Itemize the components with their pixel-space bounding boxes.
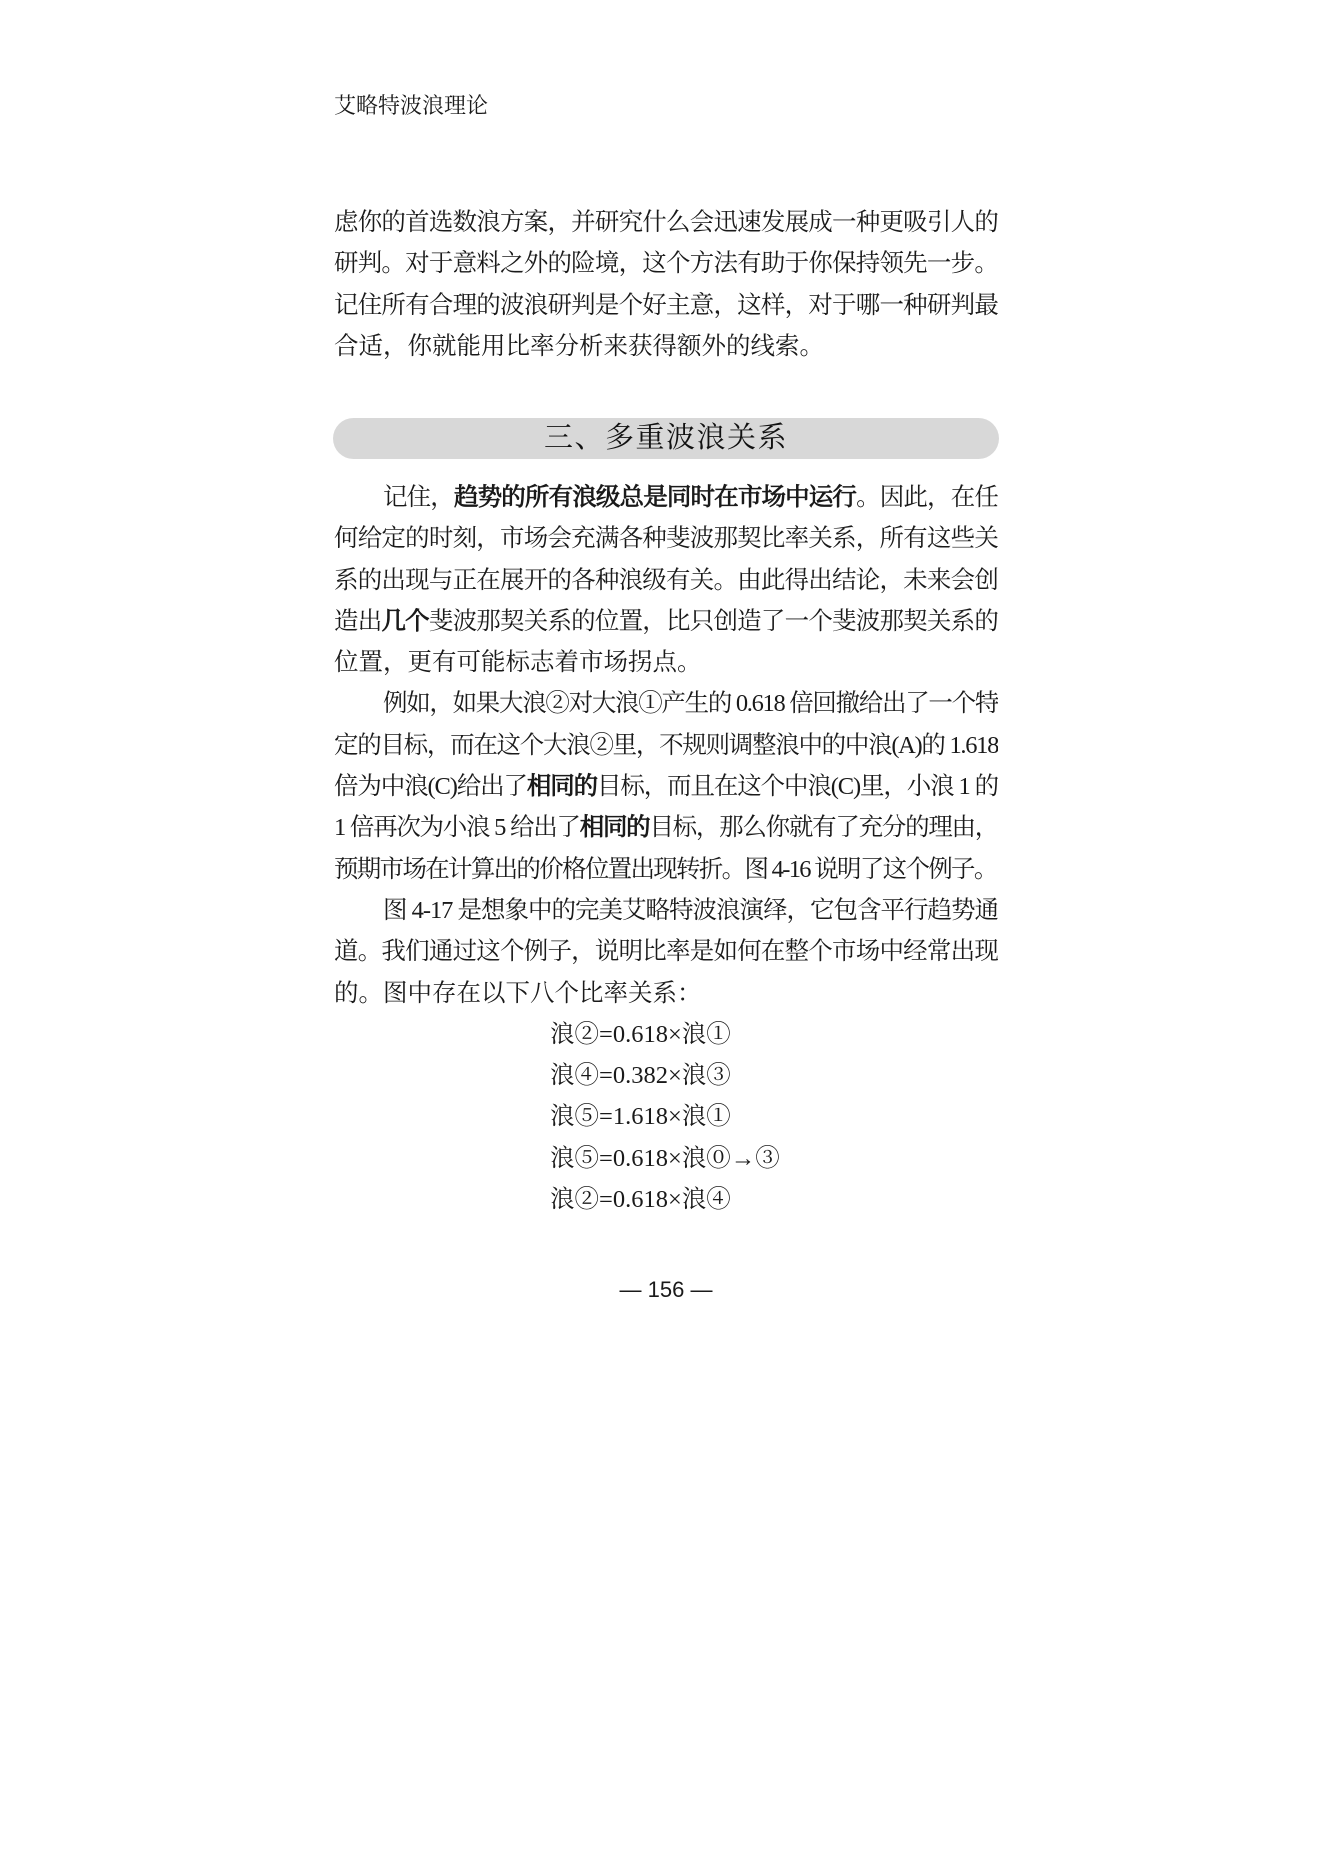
body-text-top [334, 202, 998, 367]
text-line [334, 326, 998, 367]
text-line [334, 202, 998, 243]
text-line [334, 285, 998, 326]
text-run: 浪②=0.618×浪④ [550, 1186, 731, 1214]
emphasized-text: 几个 [381, 607, 429, 635]
text-line [334, 766, 998, 807]
text-run: 浪④=0.382×浪③ [550, 1062, 731, 1090]
paragraph [334, 683, 998, 889]
ratio-relation [550, 1055, 998, 1096]
text-run: 浪⑤=0.618×浪⓪→③ [550, 1144, 780, 1172]
text-run: 虑你的首选数浪方案，并研究什么会迅速发展成一种更吸引人的 [334, 209, 998, 236]
text-run: 斐波那契关系的位置，比只创造了一个斐波那契关系的 [428, 607, 998, 635]
text-run: 研判。对于意料之外的险境，这个方法有助于你保持领先一步。 [334, 250, 998, 278]
emphasized-text: 相同的 [579, 814, 650, 842]
ratio-relation [550, 1179, 998, 1220]
text-run: 记住所有合理的波浪研判是个好主意，这样，对于哪一种研判最 [334, 291, 998, 319]
emphasized-text: 趋势的所有浪级总是同时在市场中运行 [453, 484, 857, 511]
text-line [334, 683, 998, 724]
text-run: 预期市场在计算出的价格位置出现转折。图 4-16 说明了这个例子。 [334, 855, 997, 883]
text-run: 道。我们通过这个例子，说明比率是如何在整个市场中经常出现 [334, 938, 998, 966]
text-line [334, 243, 998, 284]
text-run: 浪②=0.618×浪① [550, 1020, 731, 1048]
running-header: 艾略特波浪理论 [334, 93, 489, 118]
text-line [334, 642, 998, 683]
paragraph [334, 477, 998, 683]
text-line [334, 931, 998, 972]
text-line [334, 725, 998, 766]
emphasized-text: 相同的 [526, 773, 598, 801]
ratio-relation [550, 1138, 998, 1179]
ratio-relation [550, 1096, 998, 1137]
section-heading-bar [333, 418, 999, 459]
text-run: 图 4-17 是想象中的完美艾略特波浪演绎，它包含平行趋势通 [383, 896, 998, 924]
continued-paragraph [334, 202, 998, 367]
body-text-main [334, 477, 998, 1220]
ratio-relation-list [334, 1014, 998, 1220]
text-line [334, 849, 998, 890]
text-run: 定的目标，而在这个大浪②里，不规则调整浪中的中浪(A)的 1.618 [334, 731, 998, 759]
text-run: 系的出现与正在展开的各种浪级有关。由此得出结论，未来会创 [334, 566, 998, 594]
section-heading: 三、多重波浪关系 [543, 422, 788, 454]
text-run: 目标，而且在这个中浪(C)里，小浪 1 的 [597, 773, 998, 801]
paragraph [334, 890, 998, 1014]
text-line [334, 477, 998, 518]
text-run: 。因此，在任 [856, 484, 998, 511]
text-run: 合适，你就能用比率分析来获得额外的线索。 [334, 332, 824, 360]
text-line [334, 518, 998, 559]
text-run: 目标，那么你就有了充分的理由， [649, 814, 998, 842]
text-run: 例如，如果大浪②对大浪①产生的 0.618 倍回撤给出了一个特 [383, 690, 998, 718]
text-line [334, 973, 998, 1014]
text-run: 倍为中浪(C)给出了 [334, 773, 527, 801]
text-run: 造出 [334, 607, 382, 635]
text-run: 1 倍再次为小浪 5 给出了 [334, 814, 580, 842]
text-line [334, 601, 998, 642]
text-run: 浪⑤=1.618×浪① [550, 1103, 731, 1131]
text-run: 的。图中存在以下八个比率关系： [334, 979, 702, 1007]
text-run: 何给定的时刻，市场会充满各种斐波那契比率关系，所有这些关 [334, 525, 998, 553]
text-run: 位置，更有可能标志着市场拐点。 [334, 649, 702, 677]
ratio-relation [550, 1014, 998, 1055]
text-run: 记住， [383, 484, 454, 511]
text-line [334, 890, 998, 931]
page-number: — 156 — [619, 1277, 713, 1302]
text-line [334, 560, 998, 601]
text-line [334, 807, 998, 848]
